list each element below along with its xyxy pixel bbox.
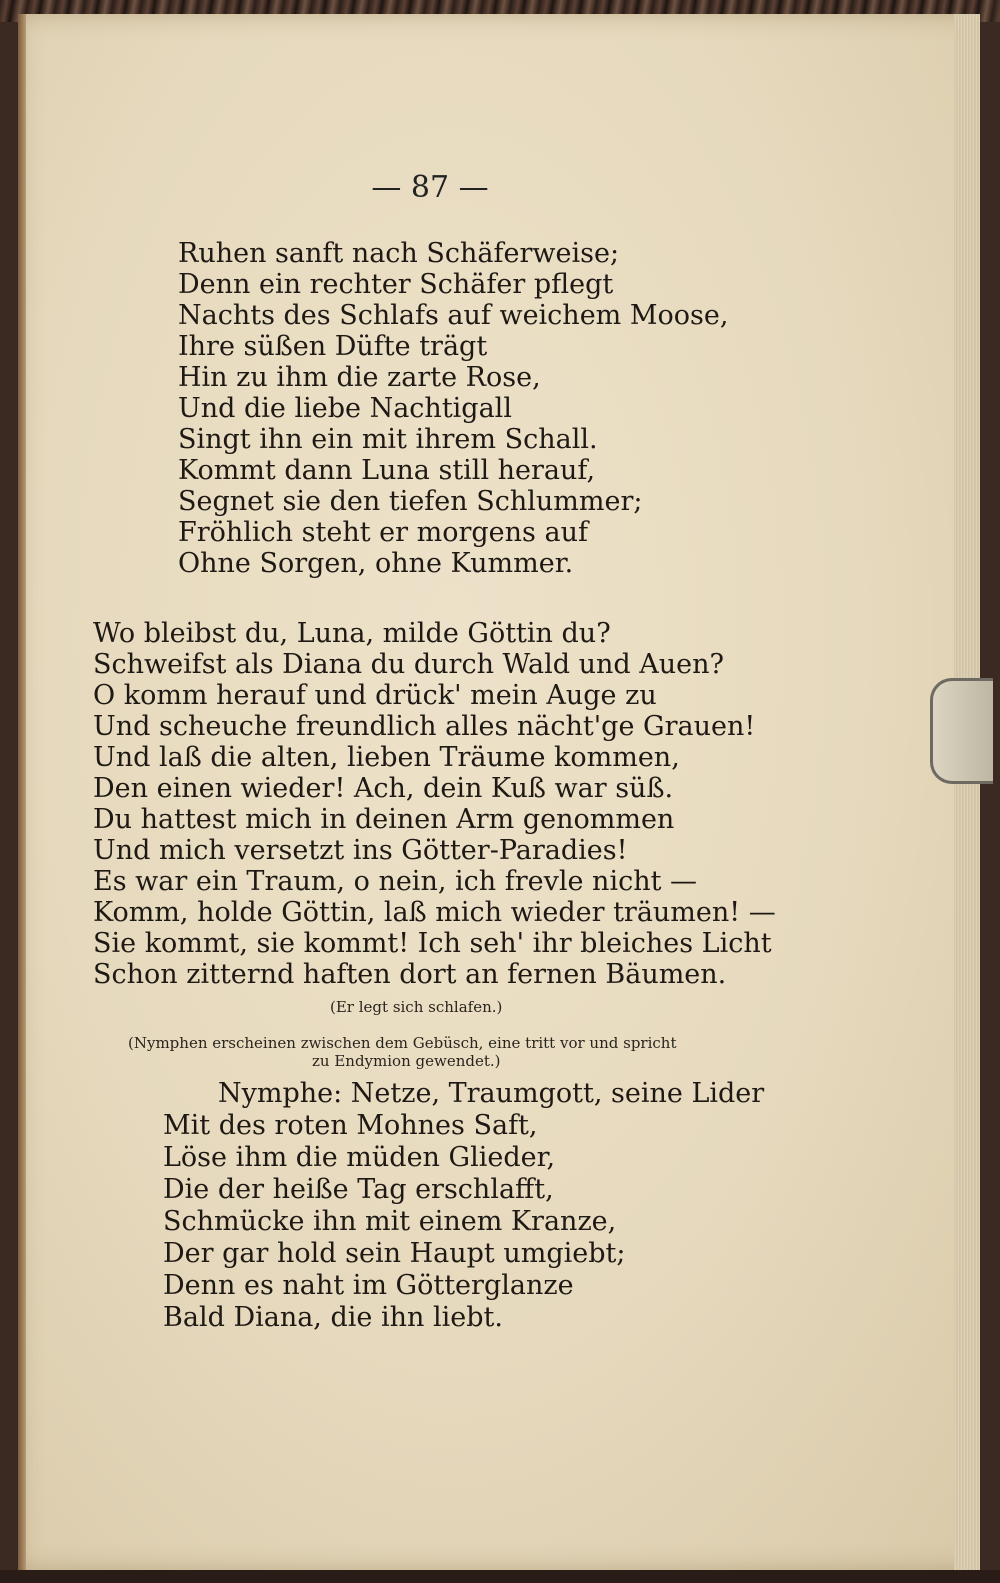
verse-line: Wo bleibst du, Luna, milde Göttin du? bbox=[93, 618, 611, 649]
verse-line: Ohne Sorgen, ohne Kummer. bbox=[178, 548, 574, 579]
stage-direction: zu Endymion gewendet.) bbox=[312, 1052, 501, 1070]
book-bottom-edge bbox=[0, 1570, 1000, 1583]
page-fore-edge bbox=[954, 14, 980, 1570]
verse-line: Schweifst als Diana du durch Wald und Auen? bbox=[93, 649, 724, 680]
verse-line: Und die liebe Nachtigall bbox=[178, 393, 512, 424]
page-number: — 87 — bbox=[371, 170, 489, 205]
verse-line: Bald Diana, die ihn liebt. bbox=[163, 1302, 503, 1333]
verse-line: Ihre süßen Düfte trägt bbox=[178, 331, 488, 362]
verse-line: Und laß die alten, lieben Träume kommen, bbox=[93, 742, 680, 773]
stage-direction: (Nymphen erscheinen zwischen dem Gebüsch, eine tritt vor und spricht bbox=[128, 1034, 677, 1052]
verse-line: Denn ein rechter Schäfer pflegt bbox=[178, 269, 614, 300]
verse-line: Singt ihn ein mit ihrem Schall. bbox=[178, 424, 598, 455]
verse-line: Und scheuche freundlich alles nächt'ge Grauen! bbox=[93, 711, 756, 742]
verse-line: Nymphe: Netze, Traumgott, seine Lider bbox=[218, 1078, 765, 1109]
verse-line: Kommt dann Luna still herauf, bbox=[178, 455, 596, 486]
verse-line: Fröhlich steht er morgens auf bbox=[178, 517, 588, 548]
verse-line: Der gar hold sein Haupt umgiebt; bbox=[163, 1238, 626, 1269]
verse-line: Sie kommt, sie kommt! Ich seh' ihr bleiches Licht bbox=[93, 928, 772, 959]
verse-line: Komm, holde Göttin, laß mich wieder träumen! — bbox=[93, 897, 776, 928]
page-tab-marker bbox=[930, 678, 993, 784]
verse-line: Ruhen sanft nach Schäferweise; bbox=[178, 238, 620, 269]
page-gutter bbox=[18, 14, 26, 1570]
verse-line: Schmücke ihn mit einem Kranze, bbox=[163, 1206, 617, 1237]
verse-line: Es war ein Traum, o nein, ich frevle nicht — bbox=[93, 866, 698, 897]
verse-line: Die der heiße Tag erschlafft, bbox=[163, 1174, 554, 1205]
verse-line: Mit des roten Mohnes Saft, bbox=[163, 1110, 538, 1141]
verse-line: Du hattest mich in deinen Arm genommen bbox=[93, 804, 675, 835]
verse-line: Segnet sie den tiefen Schlummer; bbox=[178, 486, 643, 517]
verse-line: Hin zu ihm die zarte Rose, bbox=[178, 362, 541, 393]
verse-line: Denn es naht im Götterglanze bbox=[163, 1270, 574, 1301]
verse-line: Schon zitternd haften dort an fernen Bäumen. bbox=[93, 959, 727, 990]
verse-line: Und mich versetzt ins Götter-Paradies! bbox=[93, 835, 628, 866]
verse-line: O komm herauf und drück' mein Auge zu bbox=[93, 680, 657, 711]
verse-line: Den einen wieder! Ach, dein Kuß war süß. bbox=[93, 773, 674, 804]
stage-direction: (Er legt sich schlafen.) bbox=[330, 998, 503, 1016]
verse-line: Nachts des Schlafs auf weichem Moose, bbox=[178, 300, 729, 331]
verse-line: Löse ihm die müden Glieder, bbox=[163, 1142, 556, 1173]
